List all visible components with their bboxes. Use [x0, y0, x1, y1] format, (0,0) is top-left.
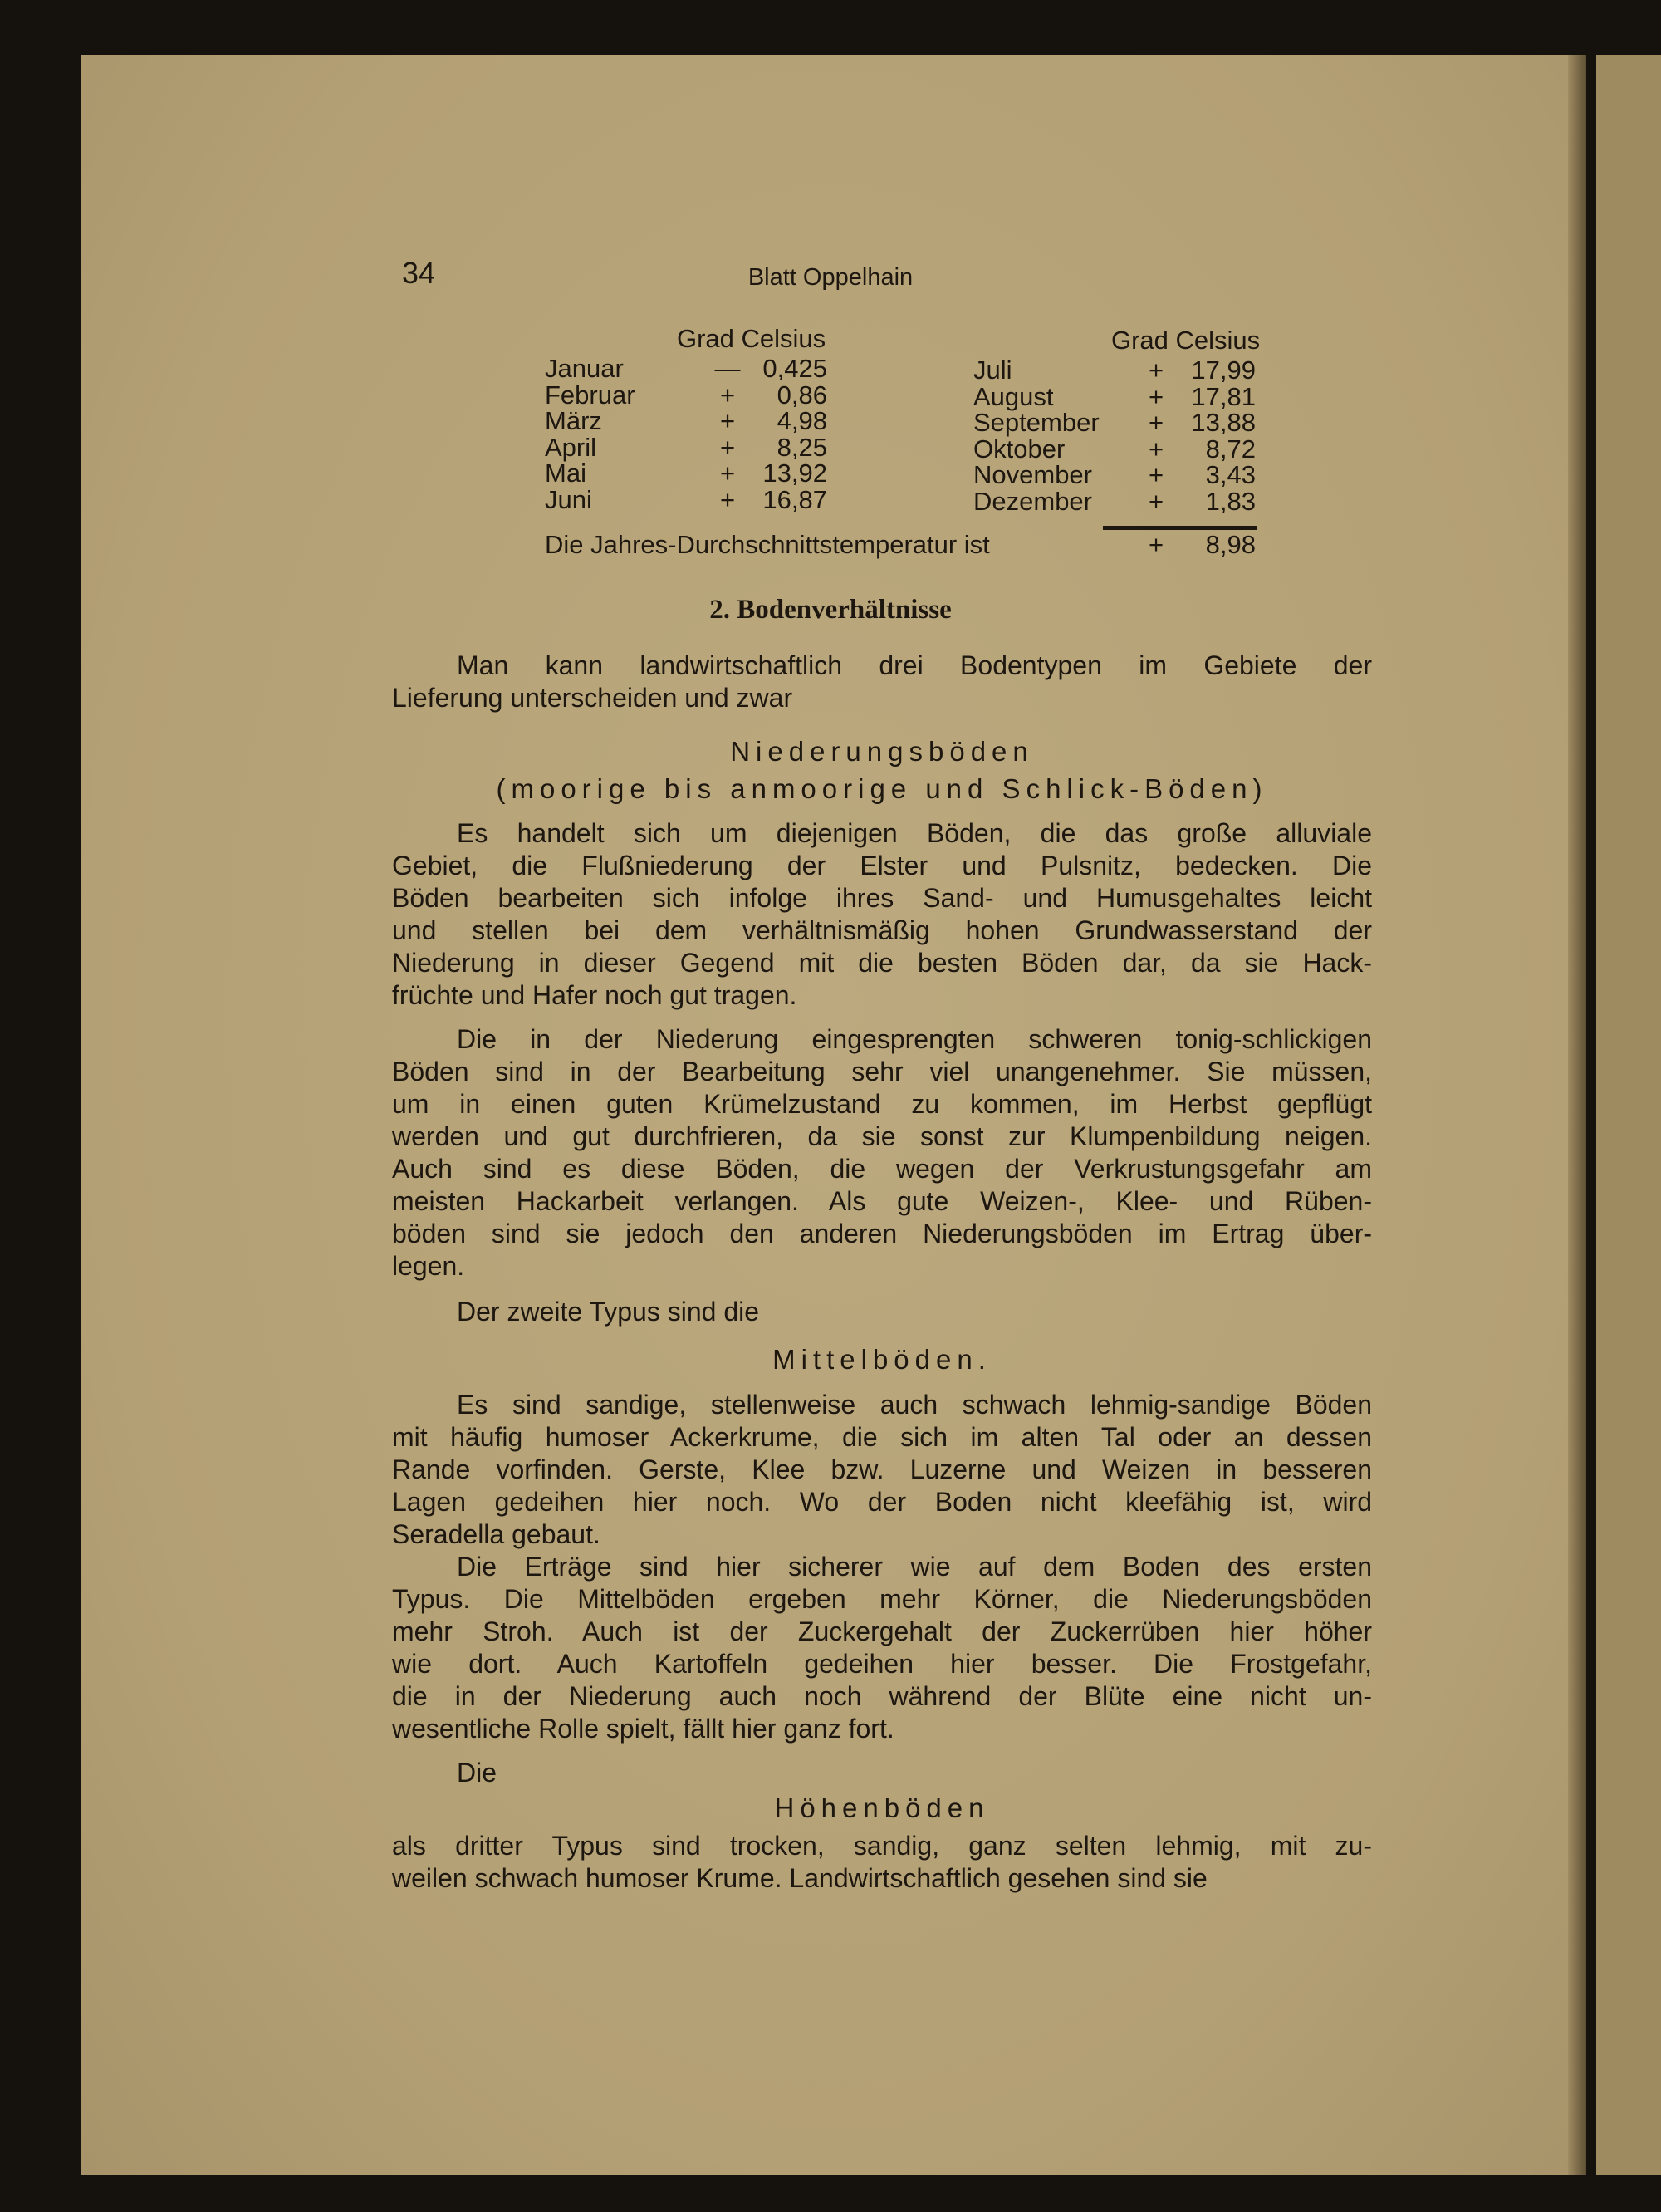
table-row: [545, 460, 827, 487]
sign: —: [714, 354, 741, 383]
sign: +: [719, 406, 736, 435]
text-line: mehr Stroh. Auch ist der Zuckergehalt der Zuckerrüben hier höher: [392, 1616, 1372, 1646]
sign: +: [1148, 460, 1164, 489]
page-number: 34: [402, 256, 436, 290]
month-name: November: [973, 460, 1092, 489]
text-line: legen.: [392, 1251, 465, 1281]
text-line: Es sind sandige, stellenweise auch schwach lehmig-sandige Böden: [457, 1390, 1372, 1420]
temperature-value: 13,92: [762, 459, 827, 488]
temperature-value: 8,25: [777, 432, 827, 462]
paragraph: [392, 1551, 1372, 1745]
temperature-value: 0,425: [762, 354, 827, 383]
month-name: März: [545, 406, 602, 435]
page-gutter: [1568, 55, 1586, 2175]
temperature-value: 0,86: [777, 380, 827, 410]
table-row: [973, 436, 1256, 463]
paragraph: [392, 1296, 1372, 1328]
month-name: Januar: [545, 354, 624, 383]
text-line: Mittelböden.: [772, 1344, 992, 1375]
text-line: werden und gut durchfrieren, da sie sonst zur Klumpenbildung neigen.: [392, 1121, 1372, 1151]
text-line: böden sind sie jedoch den anderen Niederungsböden im Ertrag über-: [392, 1219, 1372, 1248]
temperature-value: 17,99: [1191, 356, 1256, 385]
text-line: Der zweite Typus sind die: [457, 1297, 760, 1327]
month-name: Oktober: [973, 434, 1066, 463]
text-line: Böden sind in der Bearbeitung sehr viel unangenehmer. Sie müssen,: [392, 1057, 1372, 1086]
table-row: [545, 434, 827, 461]
month-name: April: [545, 432, 597, 462]
temperature-value: 8,72: [1205, 434, 1256, 463]
month-name: Dezember: [973, 486, 1092, 516]
table-row: [973, 462, 1256, 488]
sign: +: [719, 380, 736, 410]
subheading: [392, 733, 1372, 807]
text-line: wesentliche Rolle spielt, fällt hier ganz fort.: [392, 1714, 894, 1744]
table-row: [545, 408, 827, 434]
temperature-table-right: [973, 357, 1256, 514]
average-row: [545, 532, 1256, 558]
paragraph: [392, 1830, 1372, 1895]
month-name: September: [973, 408, 1100, 437]
adjacent-page-edge: [1596, 55, 1661, 2175]
text-line: Lieferung unterscheiden und zwar: [392, 683, 793, 713]
sign: +: [719, 484, 736, 514]
temperature-value: 3,43: [1205, 460, 1256, 489]
table-row: [973, 488, 1256, 515]
temperature-value: 1,83: [1205, 486, 1256, 516]
sign: +: [1148, 356, 1164, 385]
subheading: [392, 1792, 1372, 1824]
table-row: [973, 357, 1256, 384]
subheading: [392, 1343, 1372, 1376]
table-row: [545, 382, 827, 409]
text-line: Gebiet, die Flußniederung der Elster und Pulsnitz, bedecken. Die: [392, 851, 1372, 880]
text-line: Böden bearbeiten sich infolge ihres Sand- und Humusgehaltes leicht: [392, 883, 1372, 913]
text-line: Lagen gedeihen hier noch. Wo der Boden nicht kleefähig ist, wird: [392, 1487, 1372, 1517]
paragraph: [392, 817, 1372, 1012]
table-row: [973, 410, 1256, 436]
sign: +: [1148, 381, 1164, 411]
sign: +: [719, 459, 736, 488]
text-line: Niederung in dieser Gegend mit die besten Böden dar, da sie Hack-: [392, 948, 1372, 978]
table-row: [973, 381, 1256, 411]
temperature-value: 13,88: [1191, 408, 1256, 437]
text-line: und stellen bei dem verhältnismäßig hohen Grundwasserstand der: [392, 915, 1372, 945]
paragraph: [392, 650, 1372, 714]
text-line: als dritter Typus sind trocken, sandig, ganz selten lehmig, mit zu-: [392, 1831, 1372, 1861]
paragraph: [392, 1023, 1372, 1283]
average-label: Die Jahres-Durchschnittstemperatur ist: [545, 530, 990, 559]
unit-header-left: Grad Celsius: [677, 324, 826, 353]
text-line: Die Erträge sind hier sicherer wie auf dem Boden des ersten: [457, 1552, 1372, 1582]
text-line: Seradella gebaut.: [392, 1519, 600, 1549]
text-line: früchte und Hafer noch gut tragen.: [392, 980, 797, 1010]
text-line: wie dort. Auch Kartoffeln gedeihen hier besser. Die Frostgefahr,: [392, 1649, 1372, 1679]
text-line: Typus. Die Mittelböden ergeben mehr Körner, die Niederungsböden: [392, 1584, 1372, 1614]
text-line: Höhenböden: [774, 1793, 990, 1823]
text-line: (moorige bis anmoorige und Schlick-Böden): [496, 773, 1268, 804]
section-heading: 2. Bodenverhältnisse: [709, 595, 952, 625]
month-name: August: [973, 381, 1054, 411]
sign: +: [1148, 434, 1164, 463]
month-name: Mai: [545, 459, 586, 488]
temperature-table-left: [545, 356, 827, 513]
month-name: Juni: [545, 484, 592, 514]
temperature-value: 17,81: [1191, 381, 1256, 411]
average-value: 8,98: [1205, 530, 1256, 559]
text-line: mit häufig humoser Ackerkrume, die sich im alten Tal oder an dessen: [392, 1422, 1372, 1452]
sign: +: [719, 432, 736, 462]
temperature-value: 4,98: [777, 406, 827, 435]
text-line: Die in der Niederung eingesprengten schweren tonig-schlickigen: [457, 1024, 1372, 1054]
month-name: Februar: [545, 380, 635, 410]
text-line: Auch sind es diese Böden, die wegen der Verkrustungsgefahr am: [392, 1154, 1372, 1184]
text-line: die in der Niederung auch noch während der Blüte eine nicht un-: [392, 1681, 1372, 1711]
unit-header-right: Grad Celsius: [1111, 326, 1261, 355]
text-line: Niederungsböden: [730, 736, 1034, 767]
temperature-value: 16,87: [762, 484, 827, 514]
table-row: [545, 356, 827, 382]
table-row: [545, 484, 827, 514]
text-line: Es handelt sich um diejenigen Böden, die das große alluviale: [457, 818, 1372, 848]
running-title: Blatt Oppelhain: [747, 264, 914, 291]
text-line: Man kann landwirtschaftlich drei Bodentypen im Gebiete der: [457, 650, 1372, 680]
sign: +: [1148, 408, 1164, 437]
text-line: meisten Hackarbeit verlangen. Als gute Weizen-, Klee- und Rüben-: [392, 1186, 1372, 1216]
text-line: Die: [457, 1758, 497, 1788]
sign: +: [1148, 486, 1164, 516]
text-line: Rande vorfinden. Gerste, Klee bzw. Luzerne und Weizen in besseren: [392, 1454, 1372, 1484]
text-line: weilen schwach humoser Krume. Landwirtschaftlich gesehen sind sie: [392, 1863, 1208, 1893]
paragraph: [392, 1389, 1372, 1551]
average-sign: +: [1148, 530, 1164, 559]
month-name: Juli: [973, 356, 1012, 385]
paragraph: [392, 1757, 1372, 1789]
text-line: um in einen guten Krümelzustand zu kommen, im Herbst gepflügt: [392, 1089, 1372, 1119]
